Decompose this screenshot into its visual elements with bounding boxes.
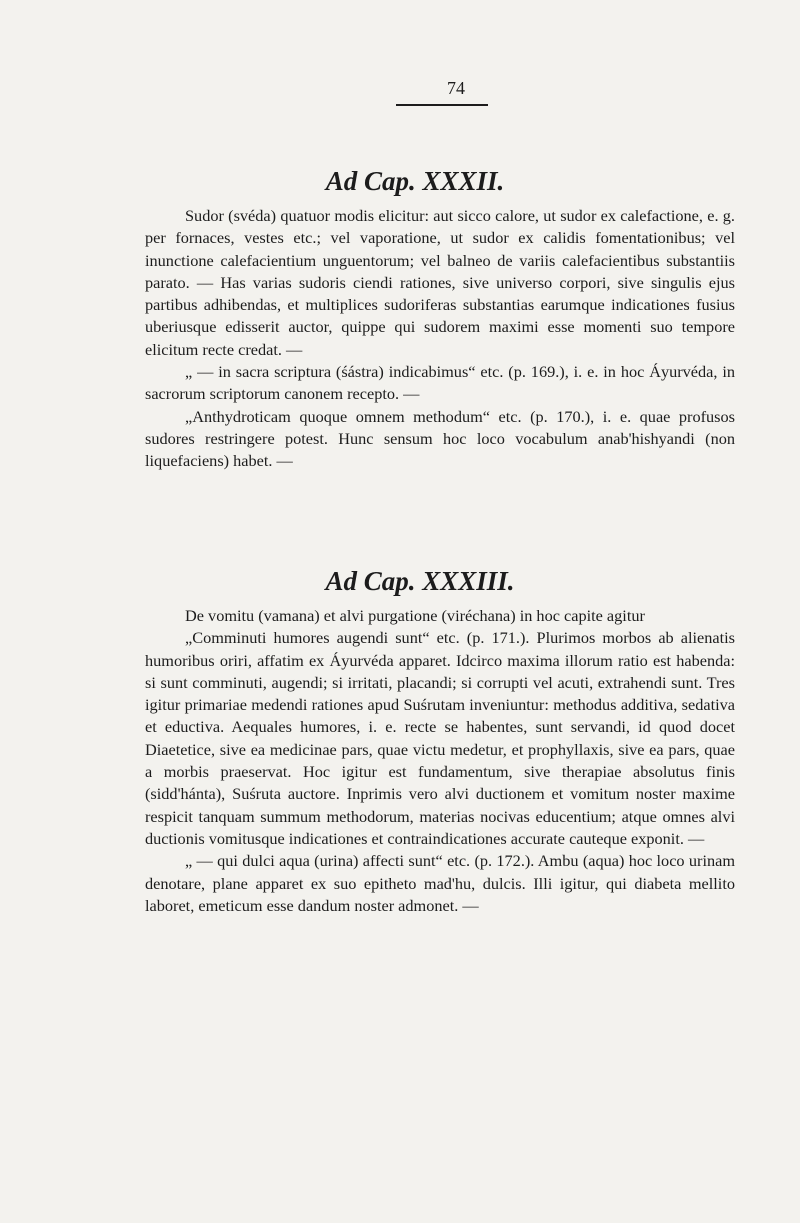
paragraph: „Anthydroticam quoque omnem methodum“ etc. (p. 170.), i. e. quae profusos sudores restringere potest. Hunc sensum hoc loco vocabulum anab'hishyandi (non liquefaciens) habet. — [145,406,735,471]
paragraph: „ — in sacra scriptura (śástra) indicabimus“ etc. (p. 169.), i. e. in hoc Áyurvéda, in sacrorum scriptorum canonem recepto. — [145,362,735,404]
paragraph: „Comminuti humores augendi sunt“ etc. (p. 171.). Plurimos morbos ab alienatis humoribus oriri, affatim ex Áyurvéda apparet. Idcirco maxima illorum ratio est habenda: si sunt comminuti, augendi; si irritati, placandi; si corrupti vel acuti, extrahendi sunt. Tres igitur primariae medendi rationes apud Suśrutam inveniuntur: methodus additiva, sedativa et eductiva. Aequales humores, i. e. recte se habentes, sunt servandi, id quod docet Diaetetice, sive ea medicinae pars, quae victu medetur, et prophyllaxis, sive ea pars, quae a morbis praeservat. Hoc igitur est fundamentum, sive therapiae absolutus finis (sidd'hánta), Suśruta auctore. Inprimis vero alvi ductionem et vomitum noster maxime respicit tanquam summum methodorum, materias nocivas educentium; atque omnes alvi ductionis vomitusque indicationes et contraindicationes accurate cauteque exponit. — [145,628,735,848]
paragraph: „ — qui dulci aqua (urina) affecti sunt“ etc. (p. 172.). Ambu (aqua) hoc loco urinam denotare, plane apparet ex suo epitheto mad'hu, dulcis. Illi igitur, qui diabeta mellito laboret, emeticum esse dandum noster admonet. — [145,851,735,915]
paragraph: De vomitu (vamana) et alvi purgatione (viréchana) in hoc capite agitur [185,606,645,625]
section-heading-cap-xxxii: Ad Cap. XXXII. [325,166,505,196]
section-body-cap-xxxiii [145,605,735,917]
paragraph: Sudor (svéda) quatuor modis elicitur: aut sicco calore, ut sudor ex calefactione, e. g. per fornaces, vestes etc.; vel vaporatione, ut sudor ex calidis fomentationibus; vel inunctione calefacientium unguentorum; vel balneo de variis calefacientibus substantiis parato. — Has varias sudoris ciendi rationes, sive universo corpori, sive singulis ejus partibus adhibendas, et multiplices sudoriferas substantias earumque indicationes fusius uberiusque edisserit auctor, quippe qui sudorem maximi esse momenti suo tempore elicitum recte credat. — [145,206,735,359]
page-number: 74 [447,78,465,98]
page-number-rule [396,104,488,106]
section-heading-cap-xxxiii: Ad Cap. XXXIII. [325,566,515,596]
section-body-cap-xxxii [145,205,735,473]
